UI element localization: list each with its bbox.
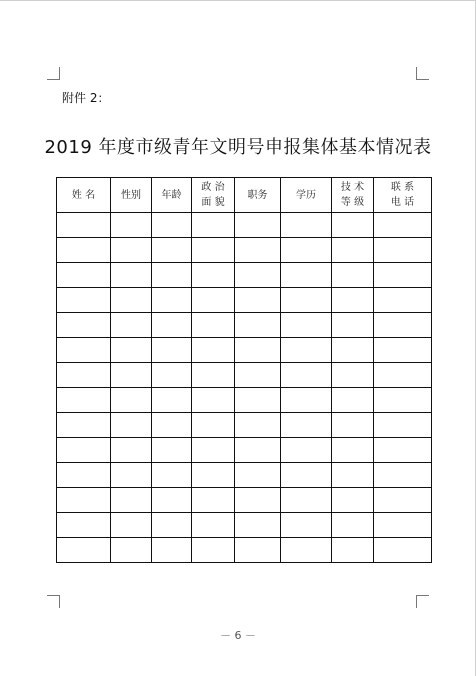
table-cell[interactable]: [374, 438, 432, 463]
table-cell[interactable]: [281, 438, 332, 463]
table-cell[interactable]: [235, 238, 281, 263]
info-table: [56, 177, 432, 563]
table-cell[interactable]: [235, 488, 281, 513]
table-row: [57, 213, 432, 238]
table-cell[interactable]: [57, 288, 111, 313]
table-cell[interactable]: [192, 488, 235, 513]
table-cell[interactable]: [192, 413, 235, 438]
table-cell[interactable]: [332, 313, 374, 338]
table-cell[interactable]: [111, 363, 152, 388]
table-row: [57, 488, 432, 513]
table-body: [57, 213, 432, 563]
table-cell[interactable]: [332, 238, 374, 263]
table-cell[interactable]: [192, 238, 235, 263]
table-cell[interactable]: [111, 288, 152, 313]
attachment-label: 附件 2：: [62, 91, 110, 105]
table-cell[interactable]: [152, 463, 192, 488]
table-cell[interactable]: [332, 513, 374, 538]
table-cell[interactable]: [57, 438, 111, 463]
table-cell[interactable]: [152, 538, 192, 563]
table-cell[interactable]: [374, 388, 432, 413]
table-cell[interactable]: [235, 388, 281, 413]
table-cell[interactable]: [192, 463, 235, 488]
table-cell[interactable]: [152, 338, 192, 363]
table-cell[interactable]: [281, 288, 332, 313]
table-cell[interactable]: [57, 413, 111, 438]
table-cell[interactable]: [152, 238, 192, 263]
table-cell[interactable]: [111, 238, 152, 263]
table-cell[interactable]: [111, 513, 152, 538]
table-cell[interactable]: [374, 213, 432, 238]
table-cell[interactable]: [192, 513, 235, 538]
table-cell[interactable]: [281, 488, 332, 513]
header-age: 年龄: [152, 178, 192, 213]
table-cell[interactable]: [374, 313, 432, 338]
table-cell[interactable]: [57, 313, 111, 338]
table-cell[interactable]: [235, 263, 281, 288]
header-name: 姓 名: [57, 178, 111, 213]
table-cell[interactable]: [192, 288, 235, 313]
table-cell[interactable]: [111, 413, 152, 438]
table-cell[interactable]: [57, 363, 111, 388]
header-political-status: 政 治 面 貌: [192, 178, 235, 213]
table-cell[interactable]: [235, 288, 281, 313]
table-cell[interactable]: [374, 488, 432, 513]
table-cell[interactable]: [111, 488, 152, 513]
table-row: [57, 288, 432, 313]
table-cell[interactable]: [152, 363, 192, 388]
table-cell[interactable]: [57, 513, 111, 538]
table-cell[interactable]: [332, 338, 374, 363]
table-cell[interactable]: [152, 513, 192, 538]
table-cell[interactable]: [57, 538, 111, 563]
table-cell[interactable]: [192, 213, 235, 238]
table-cell[interactable]: [152, 388, 192, 413]
table-cell[interactable]: [281, 538, 332, 563]
table-cell[interactable]: [192, 363, 235, 388]
document-title: 2019 年度市级青年文明号申报集体基本情况表: [44, 137, 432, 158]
table-cell[interactable]: [281, 313, 332, 338]
table-row: [57, 413, 432, 438]
table-cell[interactable]: [332, 463, 374, 488]
header-gender: 性别: [111, 178, 152, 213]
table-cell[interactable]: [235, 513, 281, 538]
table-cell[interactable]: [111, 313, 152, 338]
crop-mark-bottom-right: [416, 595, 429, 608]
table-cell[interactable]: [374, 338, 432, 363]
table-row: [57, 313, 432, 338]
table-cell[interactable]: [332, 388, 374, 413]
table-cell[interactable]: [332, 438, 374, 463]
table-cell[interactable]: [192, 313, 235, 338]
table-cell[interactable]: [235, 338, 281, 363]
table-cell[interactable]: [332, 213, 374, 238]
table-cell[interactable]: [281, 388, 332, 413]
page-top-edge: [0, 0, 476, 1]
header-position: 职务: [235, 178, 281, 213]
header-technical-level: 技 术 等 级: [332, 178, 374, 213]
table-cell[interactable]: [192, 538, 235, 563]
table-cell[interactable]: [111, 463, 152, 488]
table-cell[interactable]: [281, 513, 332, 538]
table-cell[interactable]: [111, 213, 152, 238]
table-cell[interactable]: [281, 413, 332, 438]
table-row: [57, 338, 432, 363]
table-cell[interactable]: [152, 488, 192, 513]
table-cell[interactable]: [235, 363, 281, 388]
table-row: [57, 263, 432, 288]
table-row: [57, 238, 432, 263]
table-cell[interactable]: [374, 413, 432, 438]
table-cell[interactable]: [192, 388, 235, 413]
table-row: [57, 363, 432, 388]
table-cell[interactable]: [192, 338, 235, 363]
table-cell[interactable]: [332, 488, 374, 513]
table-cell[interactable]: [111, 438, 152, 463]
table-cell[interactable]: [192, 438, 235, 463]
table-cell[interactable]: [152, 438, 192, 463]
table-cell[interactable]: [111, 538, 152, 563]
table-cell[interactable]: [374, 238, 432, 263]
table-cell[interactable]: [235, 438, 281, 463]
header-contact-phone: 联 系 电 话: [374, 178, 432, 213]
table-cell[interactable]: [152, 213, 192, 238]
table-cell[interactable]: [281, 338, 332, 363]
table-cell[interactable]: [281, 238, 332, 263]
page-number: － 6 －: [220, 629, 256, 642]
table-cell[interactable]: [57, 238, 111, 263]
table-cell[interactable]: [111, 263, 152, 288]
table-cell[interactable]: [235, 538, 281, 563]
table-cell[interactable]: [57, 463, 111, 488]
table-cell[interactable]: [281, 263, 332, 288]
table-cell[interactable]: [374, 363, 432, 388]
table-cell[interactable]: [57, 263, 111, 288]
table-row: [57, 438, 432, 463]
table-cell[interactable]: [152, 413, 192, 438]
table-row: [57, 388, 432, 413]
header-education: 学历: [281, 178, 332, 213]
table-cell[interactable]: [281, 463, 332, 488]
table-row: [57, 463, 432, 488]
crop-mark-bottom-left: [47, 595, 60, 608]
table-cell[interactable]: [281, 363, 332, 388]
table-cell[interactable]: [235, 213, 281, 238]
table-cell[interactable]: [111, 388, 152, 413]
table-cell[interactable]: [332, 413, 374, 438]
table-cell[interactable]: [152, 313, 192, 338]
table-cell[interactable]: [332, 263, 374, 288]
table-cell[interactable]: [111, 338, 152, 363]
table-cell[interactable]: [235, 313, 281, 338]
table-row: [57, 538, 432, 563]
table-cell[interactable]: [152, 263, 192, 288]
table-row: [57, 513, 432, 538]
table-cell[interactable]: [57, 213, 111, 238]
table-cell[interactable]: [57, 488, 111, 513]
table-cell[interactable]: [332, 538, 374, 563]
table-cell[interactable]: [332, 288, 374, 313]
table-cell[interactable]: [57, 388, 111, 413]
crop-mark-top-right: [416, 67, 429, 80]
table-cell[interactable]: [374, 513, 432, 538]
table-cell[interactable]: [374, 538, 432, 563]
table-cell[interactable]: [374, 463, 432, 488]
table-cell[interactable]: [281, 213, 332, 238]
table-cell[interactable]: [235, 413, 281, 438]
table-cell[interactable]: [374, 263, 432, 288]
table-cell[interactable]: [235, 463, 281, 488]
table-cell[interactable]: [374, 288, 432, 313]
table-cell[interactable]: [192, 263, 235, 288]
table-cell[interactable]: [332, 363, 374, 388]
crop-mark-top-left: [47, 67, 60, 80]
header-row: [57, 178, 432, 213]
table-cell[interactable]: [152, 288, 192, 313]
table-cell[interactable]: [57, 338, 111, 363]
